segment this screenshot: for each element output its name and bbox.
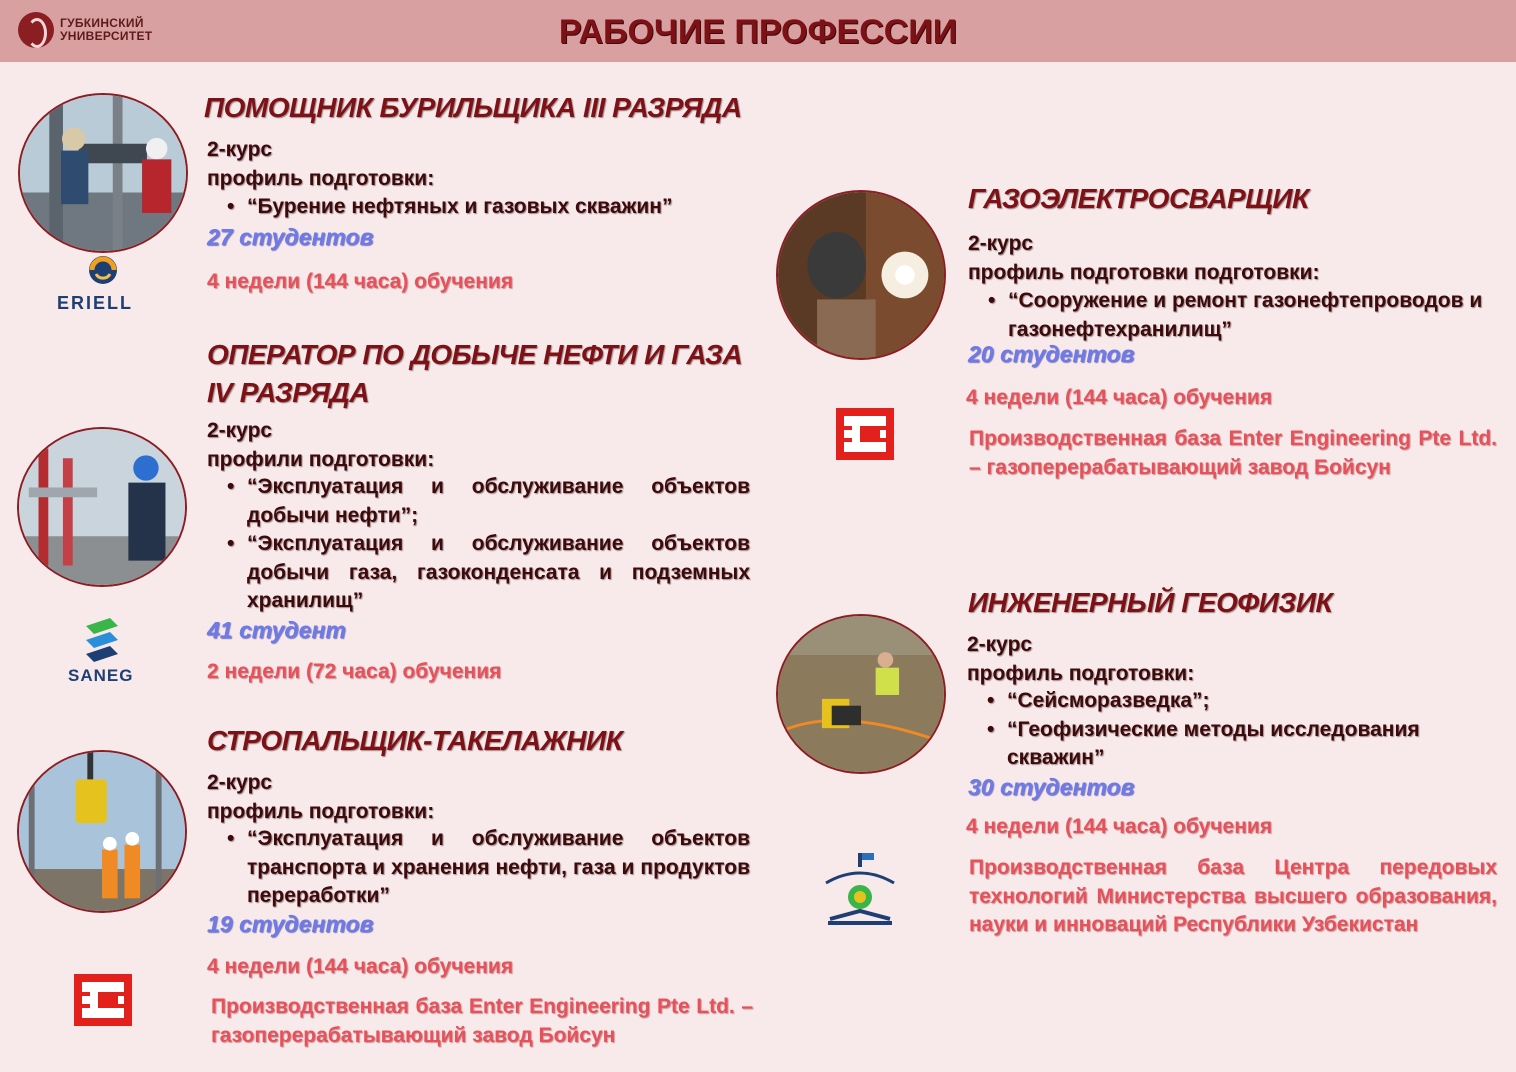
- course-label: 2-курс: [207, 419, 273, 442]
- profile-list: [967, 687, 1477, 773]
- students-count: 19 студентов: [207, 911, 374, 937]
- profession-title: ПОМОЩНИК БУРИЛЬЩИКА III РАЗРЯДА: [204, 92, 742, 123]
- profile-label: профиль подготовки подготовки:: [968, 261, 1320, 284]
- profile-list: [968, 287, 1508, 344]
- eriell-logo-text: ERIELL: [57, 293, 134, 313]
- production-base: Производственная база Enter Engineering Pte Ltd. – газоперерабатывающий завод Бойсун: [211, 995, 753, 1047]
- course-label: 2-курс: [207, 138, 273, 161]
- profession-title: ГАЗОЭЛЕКТРОСВАРЩИК: [968, 183, 1309, 214]
- course-label: 2-курс: [968, 232, 1034, 255]
- eriell-logo: [78, 255, 128, 289]
- list-item: • “Геофизические методы исследования скважин”: [967, 716, 1477, 773]
- list-item: • “Эксплуатация и обслуживание объектов транспорта и хранения нефти, газа и продуктов переработки”: [207, 825, 750, 911]
- saneg-logo: [80, 616, 124, 664]
- students-count: 30 студентов: [968, 774, 1135, 800]
- saneg-logo-text: SANEG: [68, 666, 134, 685]
- students-count: 27 студентов: [207, 224, 374, 250]
- training-duration: 4 недели (144 часа) обучения: [207, 955, 514, 978]
- profile-list: [207, 825, 750, 911]
- list-item: • “Сейсморазведка”;: [967, 687, 1477, 716]
- drilling-rig-photo: [18, 93, 188, 253]
- ministry-emblem-icon: [822, 853, 898, 929]
- production-base: Производственная база Центра передовых технологий Министерства высшего образования, науки и инноваций Республики Узбекистан: [969, 856, 1497, 936]
- training-duration: 4 недели (144 часа) обучения: [966, 386, 1273, 409]
- brand-line-1: ГУБКИНСКИЙ: [60, 16, 144, 30]
- students-count: 20 студентов: [968, 341, 1135, 367]
- brand-line-2: УНИВЕРСИТЕТ: [60, 29, 153, 43]
- profile-label: профиль подготовки:: [967, 662, 1195, 685]
- profile-list: [207, 193, 767, 222]
- training-duration: 4 недели (144 часа) обучения: [966, 815, 1273, 838]
- profile-label: профили подготовки:: [207, 448, 435, 471]
- production-base: Производственная база Enter Engineering Pte Ltd. – газоперерабатывающий завод Бойсун: [969, 427, 1497, 479]
- course-label: 2-курс: [207, 771, 273, 794]
- list-item: • “Сооружение и ремонт газонефтепроводов и газонефтехранилищ”: [968, 287, 1508, 344]
- profession-title: СТРОПАЛЬЩИК-ТАКЕЛАЖНИК: [207, 725, 623, 756]
- wellhead-operator-photo: [17, 427, 187, 587]
- training-duration: 4 недели (144 часа) обучения: [207, 270, 514, 293]
- course-label: 2-курс: [967, 633, 1033, 656]
- profile-label: профиль подготовки:: [207, 800, 435, 823]
- welder-photo: [776, 190, 946, 360]
- profession-title: ИНЖЕНЕРНЫЙ ГЕОФИЗИК: [968, 587, 1333, 618]
- list-item: • “Бурение нефтяных и газовых скважин”: [207, 193, 767, 222]
- crane-hook-photo: [17, 750, 187, 913]
- page-header: [0, 0, 1516, 62]
- geophysics-field-photo: [776, 614, 946, 774]
- students-count: 41 студент: [207, 617, 346, 643]
- enter-engineering-logo-icon: [74, 974, 132, 1026]
- enter-engineering-logo-icon: [836, 408, 894, 460]
- profile-list: [207, 473, 750, 616]
- list-item: • “Эксплуатация и обслуживание объектов добычи газа, газоконденсата и подземных хранилищ”: [207, 530, 750, 616]
- profession-title: ОПЕРАТОР ПО ДОБЫЧЕ НЕФТИ И ГАЗА IV РАЗРЯДА: [207, 339, 743, 408]
- training-duration: 2 недели (72 часа) обучения: [207, 660, 502, 683]
- profile-label: профиль подготовки:: [207, 167, 435, 190]
- list-item: • “Эксплуатация и обслуживание объектов добычи нефти”;: [207, 473, 750, 530]
- page-title: РАБОЧИЕ ПРОФЕССИИ: [558, 13, 958, 51]
